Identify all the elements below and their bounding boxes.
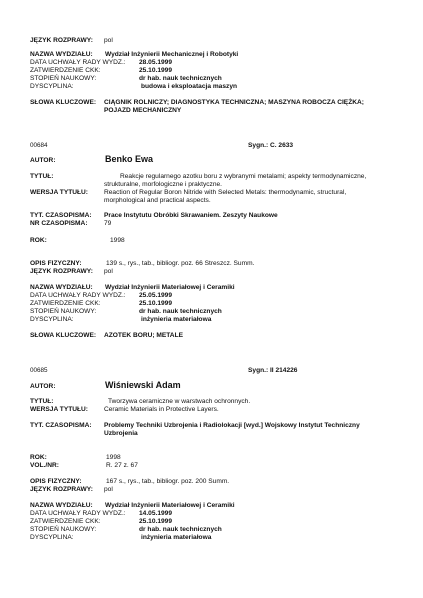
author-label: AUTOR:: [30, 157, 56, 164]
language-label: JĘZYK ROZPRAWY:: [30, 268, 93, 275]
title-version-line-1: Reaction of Regular Boron Nitride with Selected Metals: thermodynamic, structural,: [104, 189, 347, 196]
resolution-date-label: DATA UCHWAŁY RADY WYDZ.:: [30, 59, 126, 66]
title-version-line-2: morphological and practical aspects.: [104, 197, 211, 204]
volume-value: R. 27 z. 67: [106, 462, 138, 469]
keywords-label: SŁOWA KLUCZOWE:: [30, 332, 97, 339]
author-value: Wiśniewski Adam: [105, 380, 181, 390]
keywords-line-2: POJAZD MECHANICZNY: [104, 107, 182, 114]
author-value: Benko Ewa: [105, 154, 154, 164]
author-label: AUTOR:: [30, 383, 56, 390]
department-value: Wydział Inżynierii Mechanicznej i Robotyki: [105, 51, 239, 58]
discipline-value: inżynieria materiałowa: [141, 534, 212, 541]
journal-line-2: Uzbrojenia: [104, 430, 138, 437]
approval-value: 25.10.1999: [139, 300, 173, 307]
discipline-label: DYSCYPLINA:: [30, 83, 74, 90]
keywords-line-1: CIĄGNIK ROLNICZY; DIAGNOSTYKA TECHNICZNA; MASZYNA ROBOCZA CIĘŻKA;: [104, 99, 364, 106]
language-label: JĘZYK ROZPRAWY:: [30, 37, 93, 44]
title-version-value: Ceramic Materials in Protective Layers.: [104, 406, 219, 413]
discipline-label: DYSCYPLINA:: [30, 316, 74, 323]
approval-value: 25.10.1999: [139, 518, 173, 525]
language-value: pol: [104, 486, 113, 493]
record-number: 00685: [30, 367, 48, 374]
journal-value: Prace Instytutu Obróbki Skrawaniem. Zeszyty Naukowe: [104, 212, 278, 219]
keywords-value: AZOTEK BORU; METALE: [104, 332, 183, 339]
degree-value: dr hab. nauk technicznych: [139, 526, 222, 533]
degree-label: STOPIEŃ NAUKOWY:: [30, 75, 97, 82]
approval-label: ZATWIERDZENIE CKK:: [30, 300, 101, 307]
issue-label: NR CZASOPISMA:: [30, 220, 88, 227]
title-version-label: WERSJA TYTUŁU:: [30, 406, 88, 413]
volume-label: VOL./NR:: [30, 462, 59, 469]
discipline-value: inżynieria materiałowa: [141, 316, 212, 323]
resolution-date-value: 25.05.1999: [139, 292, 173, 299]
title-version-label: WERSJA TYTUŁU:: [30, 189, 88, 196]
approval-label: ZATWIERDZENIE CKK:: [30, 67, 101, 74]
approval-value: 25.10.1999: [139, 67, 173, 74]
year-label: ROK:: [30, 237, 47, 244]
resolution-date-value: 14.05.1999: [139, 510, 173, 517]
title-value: Tworzywa ceramiczne w warstwach ochronnych.: [108, 398, 251, 405]
title-line-1: Reakcje regularnego azotku boru z wybranymi metalami; aspekty termodynamiczne,: [120, 173, 367, 180]
degree-value: dr hab. nauk technicznych: [139, 308, 222, 315]
resolution-date-label: DATA UCHWAŁY RADY WYDZ.:: [30, 292, 126, 299]
year-value: 1998: [110, 237, 125, 244]
physical-description-label: OPIS FIZYCZNY:: [30, 478, 82, 485]
journal-label: TYT. CZASOPISMA:: [30, 212, 92, 219]
approval-label: ZATWIERDZENIE CKK:: [30, 518, 101, 525]
title-label: TYTUŁ:: [30, 398, 54, 405]
year-value: 1998: [106, 454, 121, 461]
department-label: NAZWA WYDZIAŁU:: [30, 502, 93, 509]
language-label: JĘZYK ROZPRAWY:: [30, 486, 93, 493]
keywords-label: SŁOWA KLUCZOWE:: [30, 99, 97, 106]
title-label: TYTUŁ:: [30, 173, 54, 180]
language-value: pol: [104, 37, 113, 44]
record-signature: Sygn.: C. 2633: [248, 142, 294, 149]
degree-label: STOPIEŃ NAUKOWY:: [30, 308, 97, 315]
department-value: Wydział Inżynierii Materiałowej i Ceramiki: [105, 502, 235, 509]
issue-value: 79: [104, 220, 112, 227]
discipline-value: budowa i eksploatacja maszyn: [141, 83, 238, 90]
physical-description-value: 167 s., rys., tab., bibliogr. poz. 200 Summ.: [106, 478, 230, 485]
physical-description-label: OPIS FIZYCZNY:: [30, 260, 82, 267]
record-signature: Sygn.: II 214226: [248, 367, 298, 374]
journal-label: TYT. CZASOPISMA:: [30, 422, 92, 429]
title-line-2: strukturalne, morfologiczne i praktyczne.: [104, 181, 223, 188]
resolution-date-label: DATA UCHWAŁY RADY WYDZ.:: [30, 510, 126, 517]
department-label: NAZWA WYDZIAŁU:: [30, 51, 93, 58]
year-label: ROK:: [30, 454, 47, 461]
degree-label: STOPIEŃ NAUKOWY:: [30, 526, 97, 533]
physical-description-value: 139 s., rys., tab., bibliogr. poz. 66 Streszcz. Summ.: [106, 260, 255, 267]
resolution-date-value: 28.05.1999: [139, 59, 173, 66]
discipline-label: DYSCYPLINA:: [30, 534, 74, 541]
journal-line-1: Problemy Techniki Uzbrojenia i Radiolokacji [wyd.] Wojskowy Instytut Techniczny: [104, 422, 360, 429]
record-number: 00684: [30, 142, 48, 149]
department-label: NAZWA WYDZIAŁU:: [30, 284, 93, 291]
degree-value: dr hab. nauk technicznych: [139, 75, 222, 82]
language-value: pol: [104, 268, 113, 275]
department-value: Wydział Inżynierii Materiałowej i Ceramiki: [105, 284, 235, 291]
